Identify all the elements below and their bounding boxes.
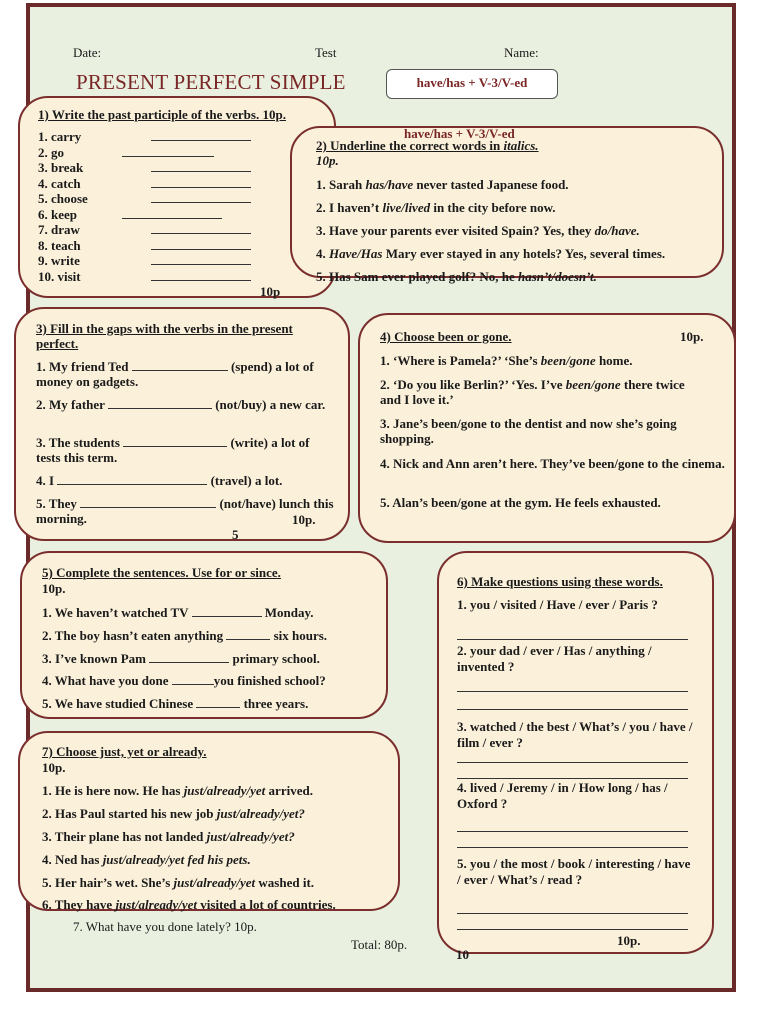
section-4-title: 4) Choose been or gone.: [380, 329, 512, 344]
s4-line-1: 1. ‘Where is Pamela?’ ‘She’s been/gone home.: [380, 353, 633, 368]
s6-question-3: 3. watched / the best / What’s / you / have / film / ever ?: [457, 719, 693, 750]
answer-line: [457, 691, 688, 692]
s3-item-4: 4. I (travel) a lot.: [36, 473, 283, 488]
answer-line: [457, 929, 688, 930]
s6-question-4: 4. lived / Jeremy / in / How long / has / Oxford ?: [457, 780, 668, 811]
s1-item-label: 8. teach: [38, 237, 81, 253]
s1-item-label: 7. draw: [38, 222, 80, 237]
answer-line: [457, 762, 688, 763]
section-3-score: 10p.: [292, 512, 316, 527]
s1-item: [38, 145, 88, 161]
s2-line-1: 1. Sarah has/have never tasted Japanese food.: [316, 177, 569, 192]
s4-line-5: 5. Alan’s been/gone at the gym. He feels exhausted.: [380, 495, 661, 510]
s7-line-3: 3. Their plane has not landed just/already/yet?: [42, 829, 295, 844]
answer-blank: [151, 270, 251, 281]
answer-blank: [151, 177, 251, 188]
section-2-box: [290, 126, 724, 284]
section-1-box: [18, 96, 336, 298]
section-7-title: 7) Choose just, yet or already.: [42, 744, 207, 759]
section-1-list: [38, 129, 88, 284]
s5-item-4: 4. What have you done you finished school?: [42, 673, 326, 688]
s1-item: [38, 176, 88, 192]
s1-item-label: 10. visit: [38, 268, 81, 284]
test-label: Test: [315, 45, 337, 60]
s1-item-label: 9. write: [38, 253, 80, 268]
answer-blank: [122, 208, 222, 219]
answer-line: [457, 639, 688, 640]
section-7-score: 10p.: [42, 760, 66, 775]
section-6-number: 10: [456, 947, 469, 962]
s1-item: [38, 160, 88, 176]
s6-question-2: 2. your dad / ever / Has / anything / invented ?: [457, 643, 652, 674]
s5-item-3: 3. I’ve known Pam primary school.: [42, 651, 320, 666]
answer-line: [457, 778, 688, 779]
s3-item-5: 5. They (not/have) lunch this morning.: [36, 496, 334, 526]
s7-line-5: 5. Her hair’s wet. She’s just/already/yet washed it.: [42, 875, 315, 890]
s3-item-2: 2. My father (not/buy) a new car.: [36, 397, 326, 412]
name-label: Name:: [504, 45, 539, 60]
formula-ghost: have/has + V-3/V-ed: [404, 126, 515, 141]
answer-blank: [151, 254, 251, 265]
section-2-score: 10p.: [316, 153, 339, 168]
section-5-title: 5) Complete the sentences. Use for or since.: [42, 565, 281, 580]
s5-item-1: 1. We haven’t watched TV Monday.: [42, 605, 314, 620]
s2-line-3: 3. Have your parents ever visited Spain? Yes, they do/have.: [316, 223, 640, 238]
s4-line-4: 4. Nick and Ann aren’t here. They’ve been/gone to the cinema.: [380, 456, 725, 471]
s2-line-2: 2. I haven’t live/lived in the city before now.: [316, 200, 556, 215]
s4-line-2: 2. ‘Do you like Berlin?’ ‘Yes. I’ve been/gone there twice and I love it.’: [380, 377, 685, 407]
section-7-box: [18, 731, 400, 911]
section-2-title: 2) Underline the correct words in italics.: [316, 138, 539, 153]
s1-item-label: 3. break: [38, 160, 84, 175]
section-3-number: 5: [232, 527, 239, 542]
s1-item-label: 1. carry: [38, 129, 82, 144]
section-6-title: 6) Make questions using these words.: [457, 574, 663, 589]
answer-blank: [122, 146, 214, 157]
s3-item-3: 3. The students (write) a lot of tests this term.: [36, 435, 310, 465]
s5-item-5: 5. We have studied Chinese three years.: [42, 696, 309, 711]
page-title: PRESENT PERFECT SIMPLE: [76, 70, 346, 94]
s6-question-5: 5. you / the most / book / interesting / have / ever / What’s / read ?: [457, 856, 691, 887]
s7-line-1: 1. He is here now. He has just/already/yet arrived.: [42, 783, 313, 798]
section-5-score: 10p.: [42, 581, 66, 596]
s7-line-6: 6. They have just/already/yet visited a lot of countries.: [42, 897, 336, 912]
s2-line-4: 4. Have/Has Mary ever stayed in any hotels? Yes, several times.: [316, 246, 666, 261]
s1-item: [38, 238, 88, 254]
answer-line: [457, 913, 688, 914]
s1-item: [38, 191, 88, 207]
s6-question-1: 1. you / visited / Have / ever / Paris ?: [457, 597, 658, 612]
s1-item: [38, 129, 88, 145]
answer-blank: [151, 239, 251, 250]
s2-line-5: 5. Has Sam ever played golf? No, he hasn’t/doesn’t.: [316, 269, 597, 284]
answer-blank: [151, 223, 251, 234]
section-4-score: 10p.: [680, 329, 704, 344]
s5-item-2: 2. The boy hasn’t eaten anything six hours.: [42, 628, 328, 643]
question-7: 7. What have you done lately? 10p.: [73, 919, 257, 934]
section-1-title: 1) Write the past participle of the verbs. 10p.: [38, 107, 286, 122]
s1-item-label: 4. catch: [38, 175, 81, 191]
s1-item: [38, 253, 88, 269]
s1-item-label: 2. go: [38, 144, 64, 160]
answer-line: [457, 709, 688, 710]
s3-item-1: 1. My friend Ted (spend) a lot of money on gadgets.: [36, 359, 314, 389]
answer-line: [457, 847, 688, 848]
s1-item: [38, 269, 88, 285]
section-5-box: [20, 551, 388, 719]
s1-item: [38, 207, 88, 223]
answer-blank: [151, 161, 251, 172]
section-3-box: [14, 307, 350, 541]
section-3-title: 3) Fill in the gaps with the verbs in the present perfect.: [36, 321, 293, 351]
section-1-score: 10p: [260, 284, 281, 299]
date-label: Date:: [73, 45, 102, 60]
answer-blank: [151, 130, 251, 141]
answer-blank: [151, 192, 251, 203]
section-6-box: [437, 551, 714, 954]
s7-line-2: 2. Has Paul started his new job just/already/yet?: [42, 806, 305, 821]
total-score: Total: 80p.: [351, 937, 408, 952]
section-4-box: [358, 313, 736, 543]
s1-item-label: 6. keep: [38, 206, 77, 222]
s1-item-label: 5. choose: [38, 191, 88, 206]
s1-item: [38, 222, 88, 238]
answer-line: [457, 831, 688, 832]
section-6-score: 10p.: [617, 933, 641, 948]
s4-line-3: 3. Jane’s been/gone to the dentist and now she’s going shopping.: [380, 416, 677, 446]
s7-line-4: 4. Ned has just/already/yet fed his pets.: [42, 852, 251, 867]
formula-box: have/has + V-3/V-ed: [386, 69, 558, 99]
